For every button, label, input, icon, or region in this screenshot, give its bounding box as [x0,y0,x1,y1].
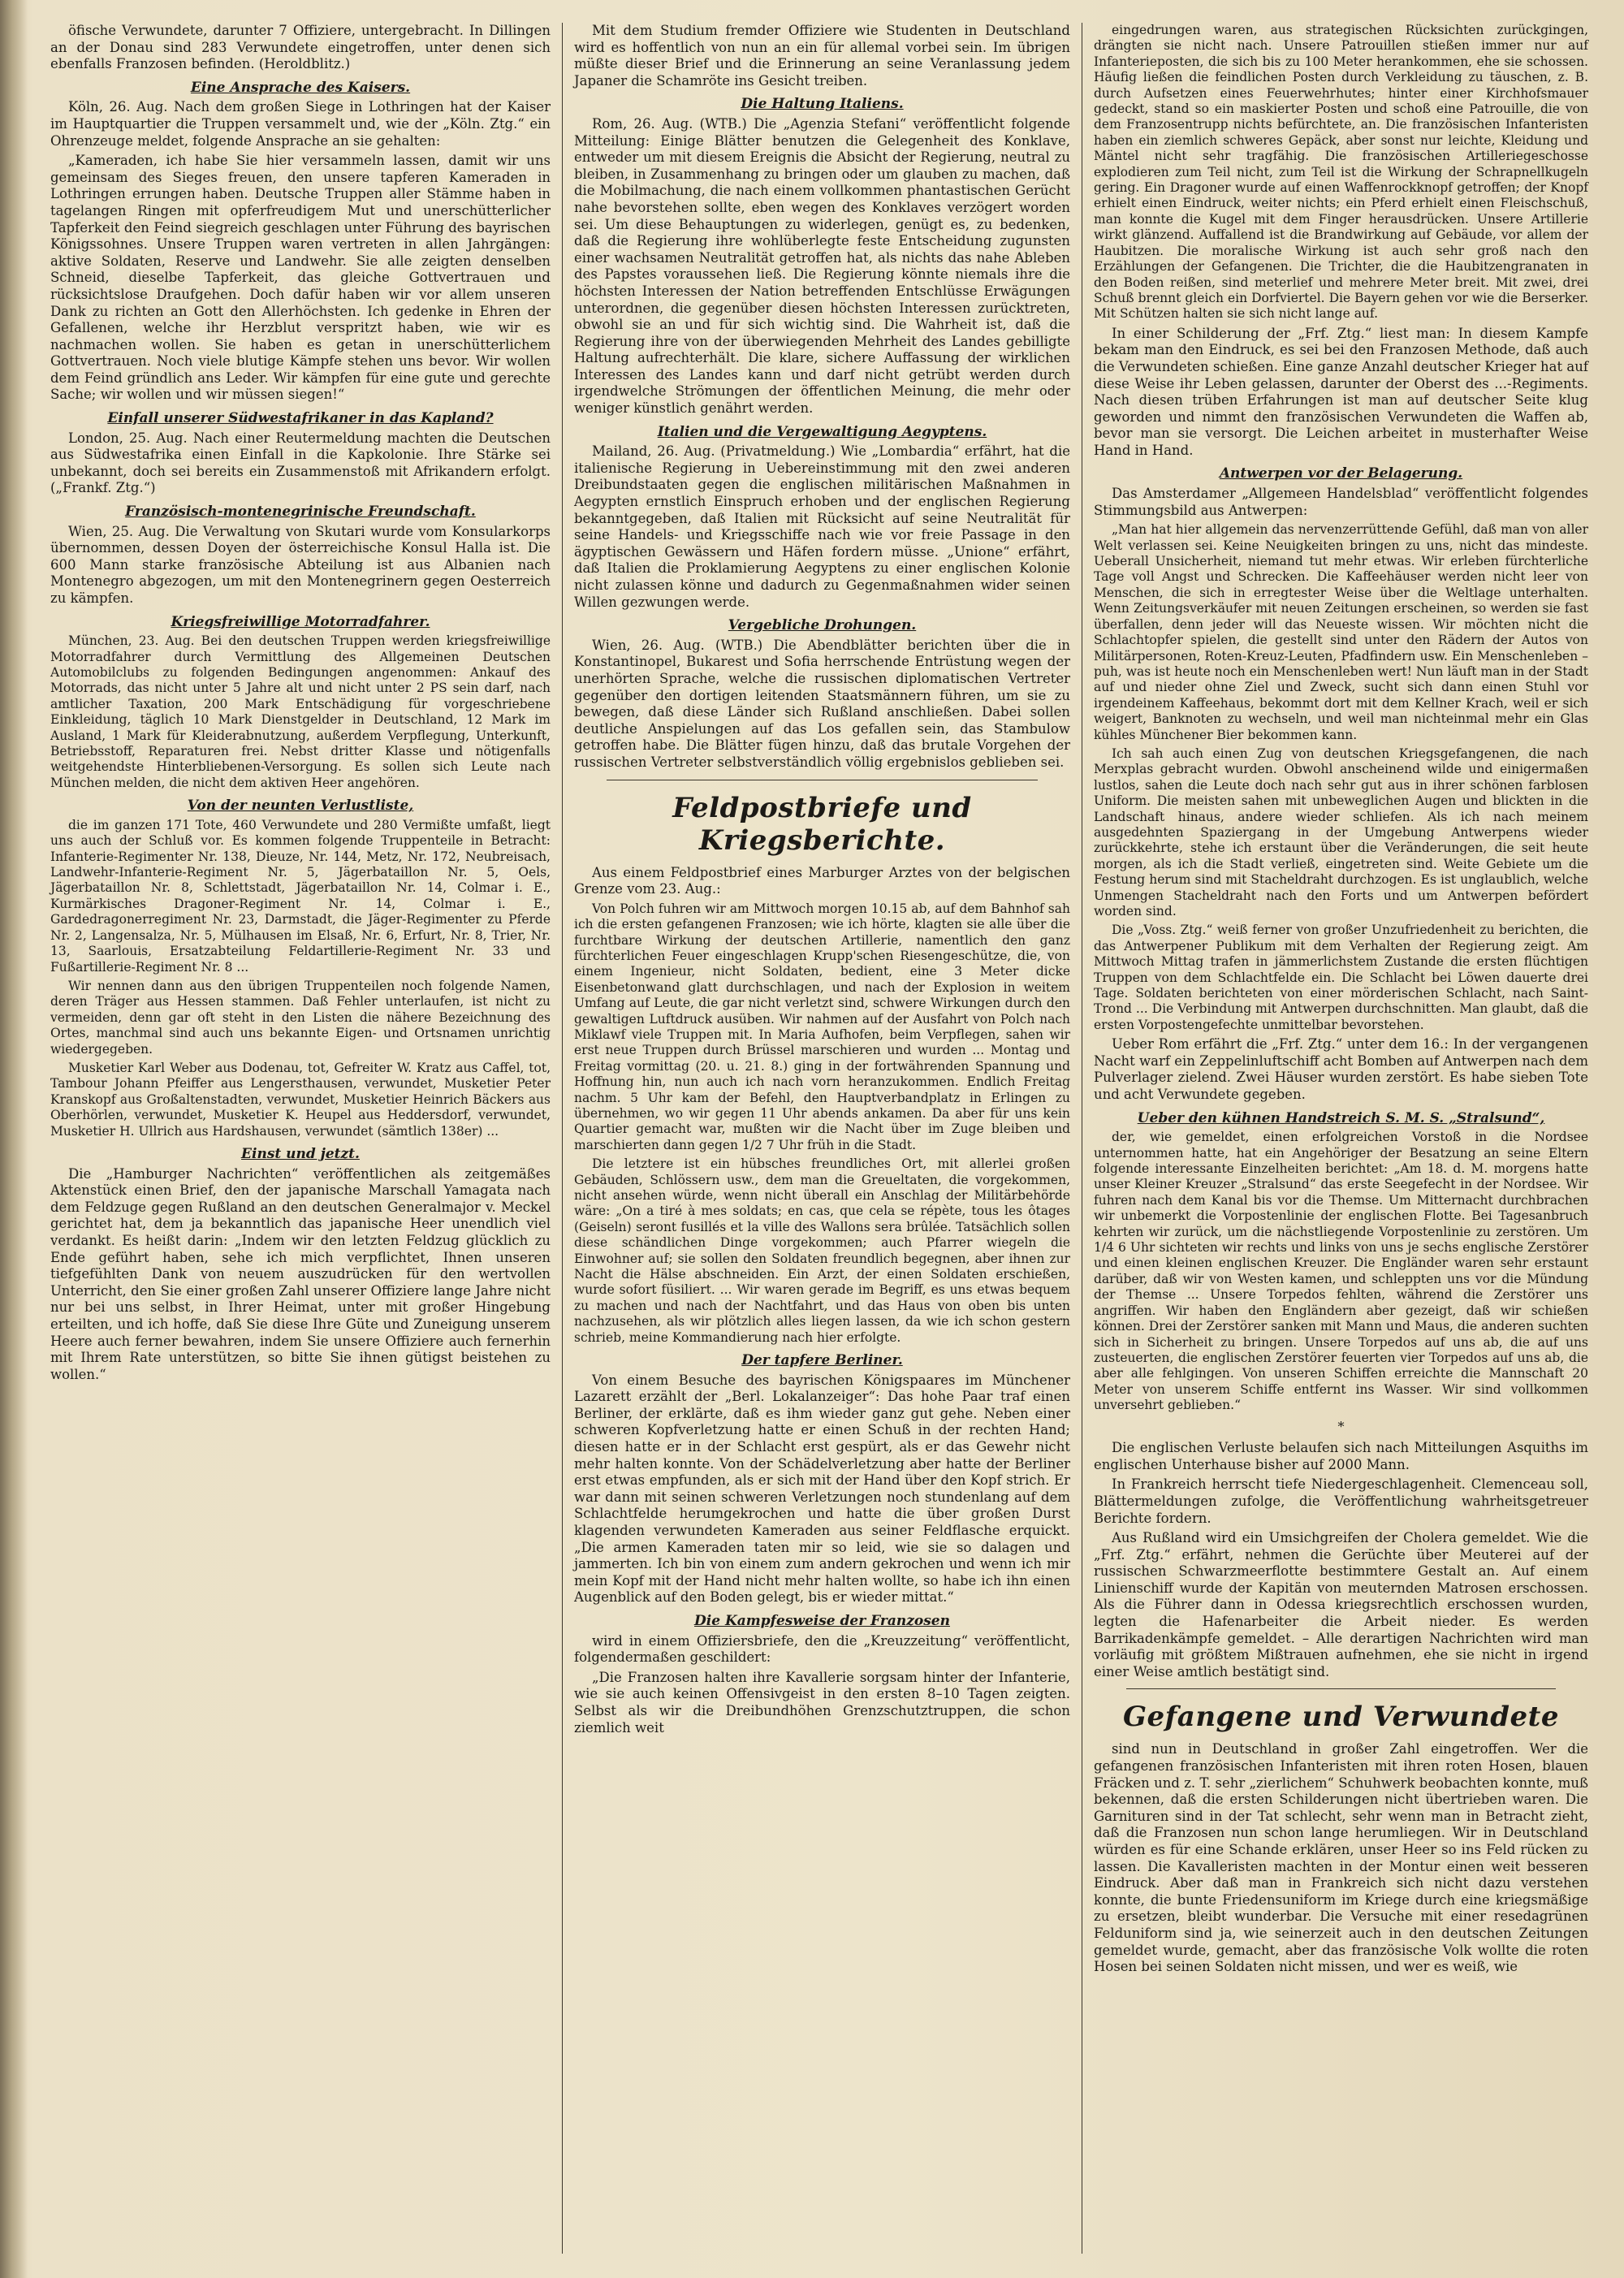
headline: Die Haltung Italiens. [741,96,904,113]
divider [1126,1688,1556,1689]
paragraph: Aus einem Feldpostbrief eines Marburger Arztes von der belgischen Grenze vom 23. Aug.: [574,864,1070,897]
headline: Vergebliche Drohungen. [728,617,917,634]
paragraph: Wir nennen dann aus den übrigen Truppenteilen noch folgende Namen, deren Träger aus Hessen stammen. Daß Fehler unterlaufen, ist nicht zu vermeiden, denn gar oft steht in den Listen die nähere Bezeichnung des Ortes, manchmal sind auch uns bekannte Eigen- und Ortsnamen unrichtig wiedergegeben. [50,978,551,1057]
paragraph: sind nun in Deutschland in großer Zahl eingetroffen. Wer die gefangenen französischen Infanteristen mit ihren roten Hosen, blauen Fräcken und z. T. sehr „zierlichem“ Schuhwerk beobachten konnte, muß bekennen, daß die ersten Schilderungen nicht übertrieben waren. Die Garnituren sind in der Tat schlecht, sehr wenn man in Betracht zieht, daß die Franzosen nun schon lange herumliegen. Wir in Deutschland würden es für eine Schande erklären, unser Heer so ins Feld rücken zu lassen. Die Kavalleristen machten in der Montur einen weit besseren Eindruck. Aber daß man in Frankreich sich nicht dazu verstehen konnte, die bunte Friedensuniform im Kriege durch eine kriegsmäßige zu ersetzen, bleibt wunderbar. Die Versuche mit einer resedagrünen Felduniform sind ja, wie seinerzeit auch in den deutschen Zeitungen gemeldet wurde, gemacht, aber das französische Volk wollte die roten Hosen bei seinen Soldaten nicht missen, und wer es weiß, wie [1094,1741,1588,1975]
paragraph: Köln, 26. Aug. Nach dem großen Siege in Lothringen hat der Kaiser im Hauptquartier die Truppen versammelt und, wie der „Köln. Ztg.“ ein Ohrenzeuge meldet, folgende Ansprache an sie gehalten: [50,99,551,149]
paragraph: Musketier Karl Weber aus Dodenau, tot, Gefreiter W. Kratz aus Caffel, tot, Tambour Johann Pfeiffer aus Lengersthausen, verwundet, Musketier Peter Kranskopf aus Großaltenstadten, verwundet, Musketier Heinrich Bäckers aus Oberhörlen, verwundet, Musketier K. Heupel aus Heddersdorf, verwundet, Musketier H. Ullrich aus Hardshausen, verwundet (sämtlich 138er) ... [50,1060,551,1139]
paragraph: London, 25. Aug. Nach einer Reutermeldung machten die Deutschen aus Südwestafrika einen Einfall in die Kapkolonie. Ihre Stärke sei unbekannt, doch sei bereits ein Zusammenstoß mit Afrikandern erfolgt. („Frankf. Ztg.“) [50,430,551,496]
headline: Ueber den kühnen Handstreich S. M. S. „Stralsund“, [1137,1109,1545,1126]
paragraph: Wien, 25. Aug. Die Verwaltung von Skutari wurde vom Konsularkorps übernommen, dessen Doyen der österreichische Konsul Halla ist. Die 600 Mann starke französische Abteilung ist aus Albanien nach Montenegro abgezogen, um mit den Montenegrinern gegen Oesterreich zu kämpfen. [50,523,551,606]
headline: Italien und die Vergewaltigung Aegyptens. [657,423,987,440]
paragraph: In Frankreich herrscht tiefe Niedergeschlagenheit. Clemenceau soll, Blättermeldungen zufolge, die Veröffentlichung wahrheitsgetreuer Berichte fordern. [1094,1476,1588,1526]
headline: Die Kampfesweise der Franzosen [694,1613,950,1629]
paragraph: eingedrungen waren, aus strategischen Rücksichten zurückgingen, drängten sie nicht nach. Unsere Patrouillen stießen immer nur auf Infanterieposten, die sich bis zu 100 Meter herankommen, ehe sie schossen. Häufig ließen die feindlichen Posten durch Verkleidung zu täuschen, z. B. durch Aufsetzen eines Feuerwehrhutes; hinter einer Kirchhofsmauer gedeckt, stand so ein maskierter Posten und schoß eine Patrouille, die von dem Franzosentrupp nichts befürchtete, an. Die französischen Infanteristen haben ein ziemlich schweres Gepäck, aber sonst nur leichte, Kleidung und Mäntel nicht sehr tragfähig. Die französischen Artilleriegeschosse explodieren zum Teil nicht, zum Teil ist die Wirkung der Schrapnellkugeln gering. Ein Dragoner wurde auf einen Waffenrockknopf getroffen; der Knopf erhielt einen Eindruck, weiter nichts; ein Pferd erhielt einen Fleischschuß, man konnte die Kugel mit dem Finger herausdrücken. Unsere Artillerie wirkt glänzend. Auffallend ist die Brandwirkung auf Gebäude, vor allem der Haubitzen. Die moralische Wirkung ist auch sehr groß nach den Erzählungen der Gefangenen. Die Trichter, die die Haubitzengranaten in den Boden reißen, sind meterlief und mehrere Meter breit. Mit zwei, drei Schuß brennt gleich ein Dorfviertel. Die Bayern gehen vor wie die Berserker. Mit Schützen halten sie sich nicht lange auf. [1094,23,1588,322]
paragraph: Mailand, 26. Aug. (Privatmeldung.) Wie „Lombardia“ erfährt, hat die italienische Regierung in Uebereinstimmung mit den zwei anderen Dreibundstaaten gegen die englischen militärischen Maßnahmen in Aegypten ernstlich Einspruch erhoben und der englischen Regierung bekanntgegeben, daß Italien mit Rücksicht auf seine Neutralität für seine Handels- und Kriegsschiffe nach wie vor freie Passage in den ägyptischen Gewässern und Häfen fordern müsse. „Unione“ erfährt, daß Italien die Proklamierung Aegyptens zu einer englischen Kolonie nicht zulassen könne und dadurch zu Gegenmaßnahmen wider seinen Willen gezwungen werde. [574,443,1070,610]
paragraph: die im ganzen 171 Tote, 460 Verwundete und 280 Vermißte umfaßt, liegt uns auch der Schluß vor. Es kommen folgende Truppenteile in Betracht: Infanterie-Regimenter Nr. 138, Dieuze, Nr. 144, Metz, Nr. 172, Neubreisach, Landwehr-Infanterie-Regiment Nr. 5, Jägerbataillon Nr. 5, Oels, Jägerbataillon Nr. 8, Schlettstadt, Jägerbataillon Nr. 14, Colmar i. E., Kurmärkisches Dragoner-Regiment Nr. 14, Colmar i. E., Gardedragonerregiment Nr. 23, Darmstadt, die Jäger-Regimenter zu Pferde Nr. 2, Langensalza, Nr. 5, Mülhausen im Elsaß, Nr. 6, Erfurt, Nr. 8, Trier, Nr. 13, Saarlouis, Ersatzabteilung Feldartillerie-Regiment Nr. 33 und Fußartillerie-Regiment Nr. 8 ... [50,817,551,975]
asterisk-divider: * [1337,1418,1345,1434]
column-1 [39,23,563,2254]
paragraph: der, wie gemeldet, einen erfolgreichen Vorstoß in die Nordsee unternommen hatte, hat ein Angehöriger der Besatzung an seine Eltern folgende interessante Einzelheiten berichtet: „Am 18. d. M. morgens hatte unser Kleiner Kreuzer „Stralsund“ das erste Seegefecht in der Nordsee. Wir fuhren nach dem Kanal bis vor die Themse. Um Mitternacht durchbrachen wir unbemerkt die Vorpostenlinie der englischen Flotte. Bei Tagesanbruch kehrten wir zurück, um die nächstliegende Vorpostenlinie zu zerstören. Um 1/4 6 Uhr sichteten wir rechts und links von uns je sechs englische Zerstörer und einen kleinen englischen Kreuzer. Die Engländer waren sehr erstaunt darüber, daß wir von Westen kamen, und schleppten uns vor die Mündung der Themse ... Unsere Torpedos fehlten, während die Zerstörer uns angriffen. Wir haben den Engländern aber gezeigt, daß wir schießen können. Drei der Zerstörer sanken mit Mann und Maus, die anderen suchten sich in Sicherheit zu bringen. Unsere Torpedos auf uns ab, die auf uns zusteuerten, die englischen Zerstörer feuerten vier Torpedos auf uns ab, die aber alle fehlgingen. Von unseren Schiffen erreichte die Mannschaft 20 Meter von unserem Schiffe entfernt ins Wasser. Wir sind vollkommen unversehrt geblieben.“ [1094,1130,1588,1413]
paragraph: Die „Hamburger Nachrichten“ veröffentlichen als zeitgemäßes Aktenstück einen Brief, den der japanische Marschall Yamagata nach dem Feldzuge gegen Rußland an den deutschen Generalmajor v. Meckel gerichtet hat, dem ja bekanntlich das japanische Heer unendlich viel verdankt. Es heißt darin: „Indem wir den letzten Feldzug glücklich zu Ende geführt haben, sehe ich mich verpflichtet, Ihnen unseren tiefgefühlten Dank von neuem auszudrücken für den wertvollen Unterricht, den Sie einer großen Zahl unserer Offiziere lange Jahre nicht nur bei uns selbst, in Ihrer Heimat, unter mit großer Hingebung erteilten, und ich hoffe, daß Sie diese Ihre Güte und Zuneigung unserem Heere auch ferner bewahren, indem Sie unsere Offiziere auch fernerhin mit Ihrem Rate unterstützen, so bitte Sie ihnen gütigst beistehen zu wollen.“ [50,1165,551,1382]
paragraph: Von einem Besuche des bayrischen Königspaares im Münchener Lazarett erzählt der „Berl. Lokalanzeiger“: Das hohe Paar traf einen Berliner, der erklärte, daß es ihm wieder ganz gut gehe. Neben einer schweren Kopfverletzung hatte er einen Schuß in der rechten Hand; diesen hatte er in der Schlacht erst gespürt, als er das Gewehr nicht mehr halten konnte. Von der Schädelverletzung aber hatte der Berliner erst etwas empfunden, als er sich mit der Hand über den Kopf strich. Er war dann mit seinen schweren Verletzungen noch stundenlang auf dem Schlachtfelde herumgekrochen und hatte die über großen Durst klagenden verwundeten Kameraden aus seiner Feldflasche erquickt. „Die armen Kameraden taten mir so leid, wie sie so dalagen und jammerten. Ich bin von einem zum andern gekrochen und wenn ich mir mein Kopf mit der Hand nicht mehr halten wollte, so habe ich ihn einen Augenblick auf den Boden gelegt, bis er wieder mittat.“ [574,1372,1070,1606]
paragraph: Aus Rußland wird ein Umsichgreifen der Cholera gemeldet. Wie die „Frf. Ztg.“ erfährt, nehmen die Gerüchte über Meuterei auf der russischen Schwarzmeerflotte bestimmtere Gestalt an. Auf einem Linienschiff wurde der Kapitän von meuternden Matrosen erschossen. Als die Führer dann in Odessa kriegsrechtlich erschossen wurden, legten die Hafenarbeiter die Arbeit nieder. Es werden Barrikadenkämpfe gemeldet. – Alle derartigen Nachrichten wird man vorläufig mit größtem Mißtrauen aufnehmen, ehe sie nicht in irgend einer Weise amtlich bestätigt sind. [1094,1530,1588,1679]
paragraph: Ich sah auch einen Zug von deutschen Kriegsgefangenen, die nach Merxplas gebracht wurden. Obwohl anscheinend wilde und einigermaßen lustlos, sahen die Leute doch nach sehr gut aus in ihrer schönen farblosen Uniform. Die meisten sahen mit unbeweglichen Augen und blickten in die Landschaft hinaus, andere wieder schliefen. Als ich nach meinem ausgedehnten Spaziergang in der Umgebung Antwerpens wieder zurückkehrte, stehe ich erstaunt über die Veränderungen, die seit heute morgen, als ich die Stadt verließ, eingetreten sind. Weite Gebiete um die Festung herum sind mit Stacheldraht durchzogen. Es ist unglaublich, welche Unmengen Stacheldraht nach den Forts und um Antwerpen befördert worden sind. [1094,746,1588,919]
paragraph: „Die Franzosen halten ihre Kavallerie sorgsam hinter der Infanterie, wie sie auch keinen Offensivgeist in den ersten 8–10 Tagen zeigten. Selbst als wir die Dreibundhöhen Grenzschutztruppen, die schon ziemlich weit [574,1669,1070,1736]
headline: Eine Ansprache des Kaisers. [190,79,411,96]
headline: Kriegsfreiwillige Motorradfahrer. [171,613,430,630]
headline: Einfall unserer Südwestafrikaner in das Kapland? [107,410,494,427]
binding-shadow [0,0,28,2278]
paragraph: Von Polch fuhren wir am Mittwoch morgen 10.15 ab, auf dem Bahnhof sah ich die ersten gefangenen Franzosen; wie ich hörte, klagten sie alle über die furchtbare Wirkung der deutschen Artillerie, namentlich den ganz fürchterlichen Feuer eingeschlagen Krupp'schen Riesengeschütze, die, von einem Ingenieur, nicht Soldaten, bedient, eine 3 Meter dicke Eisenbetonwand glatt durchschlagen, und nach der Explosion in weitem Umfang auf Leute, die gar nicht verletzt sind, schwere Wirkungen durch den gewaltigen Luftdruck ausüben. Wir nahmen auf der Ausfahrt von Polch nach Miklawf viele Truppen mit. In Maria Aufhofen, beim Verpflegen, sahen wir erst neue Truppen durch Brüssel marschieren und wurden ... Montag und Freitag vormittag (20. u. 21. 8.) ging in der fortwährenden Spannung und Hoffnung hin, nun auch ich nach vorn heranzukommen. Endlich Freitag nachm. 5 Uhr kam der Befehl, den Hauptverbandplatz in Erlingen zu übernehmen, wo wir gegen 11 Uhr abends ankamen. Da aber für uns kein Quartier gemacht war, mußten wir die Nacht über im Zuge bleiben und marschierten dann gegen 1/2 7 Uhr früh in die Stadt. [574,901,1070,1152]
column-2 [563,23,1082,2254]
paragraph: Die letztere ist ein hübsches freundliches Ort, mit allerlei großen Gebäuden, Schlössern usw., dem man die Greueltaten, die vorgekommen, nicht ansehen würde, wenn nicht überall ein Anschlag der Militärbehörde wäre: „On a tiré à mes soldats; en cas, que cela se répète, tous les ôtages (Geiseln) seront fusillés et la ville des Wallons sera brûlée. Tatsächlich sollen diese schändlichen Dinge vorgekommen; auch Pfarrer wiegeln die Einwohner auf; sie sollen den Soldaten freundlich begegnen, aber ihnen zur Nacht die Hälse abschneiden. Ein Arzt, der einen Soldaten erschießen, wurde sofort füsiliert. ... Wir waren gerade im Begriff, es uns etwas bequem zu machen und nach der Nachtfahrt, und das Haus von oben bis unten nachzusehen, als wir plötzlich alles liegen lassen, da wie ich schon gestern schrieb, meine Kommandierung nach hier erfolgte. [574,1156,1070,1345]
paragraph: Rom, 26. Aug. (WTB.) Die „Agenzia Stefani“ veröffentlicht folgende Mitteilung: Einige Blätter benutzen die Gelegenheit des Konklave, entweder um mit diesem Ereignis die Absicht der Regierung, neutral zu bleiben, in Zusammenhang zu bringen oder um glauben zu machen, daß die Mobilmachung, die nach einem vollkommen phantastischen Gerücht nahe bevorstehen sollte, eben wegen des Konklaves verzögert worden sei. Um diese Behauptungen zu widerlegen, genügt es, zu bedenken, daß die Regierung ihre wohlüberlegte feste Entscheidung zugunsten einer wachsamen Neutralität getroffen hat, als nichts das nahe Ableben des Papstes voraussehen ließ. Die Regierung könnte niemals ihre die höchsten Interessen der Nation betreffenden Entschlüsse Erwägungen unterordnen, die gegenüber diesen höchsten Interessen zurücktreten, obwohl sie an und für sich wichtig sind. Die Wahrheit ist, daß die Regierung ihre von der überwiegenden Mehrheit des Landes gebilligte Haltung aufrechterhält. Die klare, sichere Auffassung der wirklichen Interessen des Landes kann und darf nicht getrübt werden durch irgendwelche Strömungen der öffentlichen Meinung, die mehr oder weniger künstlich genährt werden. [574,115,1070,417]
paragraph: Die englischen Verluste belaufen sich nach Mitteilungen Asquiths im englischen Unterhause bisher auf 2000 Mann. [1094,1440,1588,1472]
headline: Der tapfere Berliner. [741,1352,903,1369]
paragraph: „Kameraden, ich habe Sie hier versammeln lassen, damit wir uns gemeinsam des Sieges freuen, den unsere tapferen Kameraden in Lothringen errungen haben. Deutsche Truppen aller Stämme haben in tagelangen Ringen mit opferfreudigem Mut und unerschütterlicher Tapferkeit den Feind siegreich geschlagen unter Führung des bayrischen Königssohnes. Unsere Truppen waren vertreten in allen Jahrgängen: aktive Soldaten, Reserve und Landwehr. Sie alle zeigten denselben Schneid, dieselbe Tapferkeit, das gleiche Gottvertrauen und rücksichtslose Draufgehen. Doch dafür haben wir vor allem unseren Dank zu richten an Gott den Allerhöchsten. Ich gedenke in Ehren der Gefallenen, welche ihr Herzblut verspritzt haben, wie wir es nachmachen wollen. Sie haben es getan in unerschütterlichem Gottvertrauen. Noch viele blutige Kämpfe stehen uns bevor. Wir wollen dem Feind gründlich ans Leder. Wir kämpfen für eine gute und gerechte Sache; wir wollen und wir müssen siegen!“ [50,153,551,403]
headline: Antwerpen vor der Belagerung. [1219,465,1463,482]
paragraph: öfische Verwundete, darunter 7 Offiziere, untergebracht. In Dillingen an der Donau sind 283 Verwundete eingetroffen, unter denen sich ebenfalls Franzosen befinden. (Heroldblitz.) [50,23,551,72]
headline: Von der neunten Verlustliste, [187,798,414,815]
paragraph: Die „Voss. Ztg.“ weiß ferner von großer Unzufriedenheit zu berichten, die das Antwerpener Publikum mit dem Verhalten der Regierung zeigt. Am Mittwoch Mittag trafen in jämmerlichstem Zustande die ersten flüchtigen Truppen von dem Schlachtfelde ein. Die Schlacht bei Löwen dauerte drei Tage. Soldaten berichteten von einer mörderischen Schlacht, nach Saint-Trond ... Die Verbindung mit Antwerpen durchschnitten. Man glaubt, daß die ersten Vorpostengefechte unmittelbar bevorstehen. [1094,923,1588,1032]
paragraph: In einer Schilderung der „Frf. Ztg.“ liest man: In diesem Kampfe bekam man den Eindruck, es sei bei den Franzosen Methode, daß auch die Verwundeten schießen. Eine ganze Anzahl deutscher Krieger hat auf diese Weise ihr Leben gelassen, darunter der Oberst des ...-Regiments. Nach diesen trüben Erfahrungen ist man auf deutscher Seite klug geworden und nimmt den französischen Verwundeten die Waffen ab, bevor man sie versorgt. Die Leichen arbeitet in musterhafter Weise Hand in Hand. [1094,325,1588,458]
headline: Französisch-montenegrinische Freundschaft. [125,504,476,521]
columns [39,23,1600,2254]
column-3 [1082,23,1600,2254]
section-title: Feldpostbriefe und Kriegsberichte. [672,791,972,857]
paragraph: Ueber Rom erfährt die „Frf. Ztg.“ unter dem 16.: In der vergangenen Nacht warf ein Zeppelinluftschiff acht Bomben auf Antwerpen nach dem Pulverlager zielend. Zwei Häuser wurden zerstört. Es habe sieben Tote und acht Verwundete gegeben. [1094,1036,1588,1103]
paragraph: wird in einem Offiziersbriefe, den die „Kreuzzeitung“ veröffentlicht, folgendermaßen geschildert: [574,1632,1070,1666]
paragraph: Das Amsterdamer „Allgemeen Handelsblad“ veröffentlicht folgendes Stimmungsbild aus Antwerpen: [1094,486,1588,518]
paragraph: Wien, 26. Aug. (WTB.) Die Abendblätter berichten über die in Konstantinopel, Bukarest und Sofia herrschende Entrüstung wegen der unerhörten Sprache, welche die russischen diplomatischen Vertreter gegenüber den dortigen leitenden Staatsmännern führen, um sie zu bewegen, daß diese Länder sich Rußland anschließen. Dabei sollen deutliche Anspielungen auf das Los gefallen sein, das Stambulow getroffen habe. Die Blätter fügen hinzu, daß das brutale Vorgehen der russischen Vertreter selbstverständlich völlig ergebnislos geblieben sei. [574,637,1070,770]
paragraph: „Man hat hier allgemein das nervenzerrüttende Gefühl, daß man von aller Welt verlassen sei. Keine Neuigkeiten bringen zu uns, nicht das mindeste. Ueberall Unsicherheit, niemand tut mehr etwas. Wir erleben fürchterliche Tage voll Angst und Schrecken. Die Kaffeehäuser werden nicht leer von Menschen, die sich in erregtester Weise über die Weltlage unterhalten. Wenn Zeitungsverkäufer mit neuen Zeitungen erscheinen, so werden sie fast überfallen, denn jeder will das Neueste wissen. Wir möchten nicht die Schlachtopfer spielen, die gestellt sind unter den Rädern der Autos von Militärpersonen, Roten-Kreuz-Leuten, Pfadfindern usw. Ein Menschenleben – puh, was ist heute noch ein Menschenleben wert! Nun läuft man in der Stadt auf und nieder ohne Ziel und Zweck, sucht sich dann einen Stuhl vor irgendeinem Kaffeehaus, bekommt dort mit dem Kellner Krach, weil er sich weigert, Banknoten zu wechseln, und weil man nichteinmal mehr ein Glas kühles Münchener Bier bekommen kann. [1094,522,1588,742]
section-title: Gefangene und Verwundete [1123,1701,1559,1734]
paragraph: München, 23. Aug. Bei den deutschen Truppen werden kriegsfreiwillige Motorradfahrer durch Vermittlung des Allgemeinen Deutschen Automobilclubs zu folgenden Bedingungen angenommen: Ankauf des Motorrads, das nicht unter 5 Jahre alt und nicht unter 2 PS sein darf, nach amtlicher Taxation, 200 Mark Entschädigung für vorgeschriebene Einkleidung, täglich 10 Mark Dienstgelder in Deutschland, 12 Mark im Ausland, 1 Mark für Kleiderabnutzung, außerdem Verpflegung, Unterkunft, Betriebsstoff, Reparaturen frei. Nebst dritter Klasse und nötigenfalls weitgehendste Hinterbliebenen-Versorgung. Es sollen sich Leute nach München melden, die nicht dem aktiven Heer angehören. [50,633,551,790]
headline: Einst und jetzt. [241,1145,360,1162]
paragraph: Mit dem Studium fremder Offiziere wie Studenten in Deutschland wird es hoffentlich von nun an ein für allemal vorbei sein. Im übrigen müßte dieser Brief und die Erinnerung an seine Veranlassung jedem Japaner die Schamröte ins Gesicht treiben. [574,23,1070,89]
